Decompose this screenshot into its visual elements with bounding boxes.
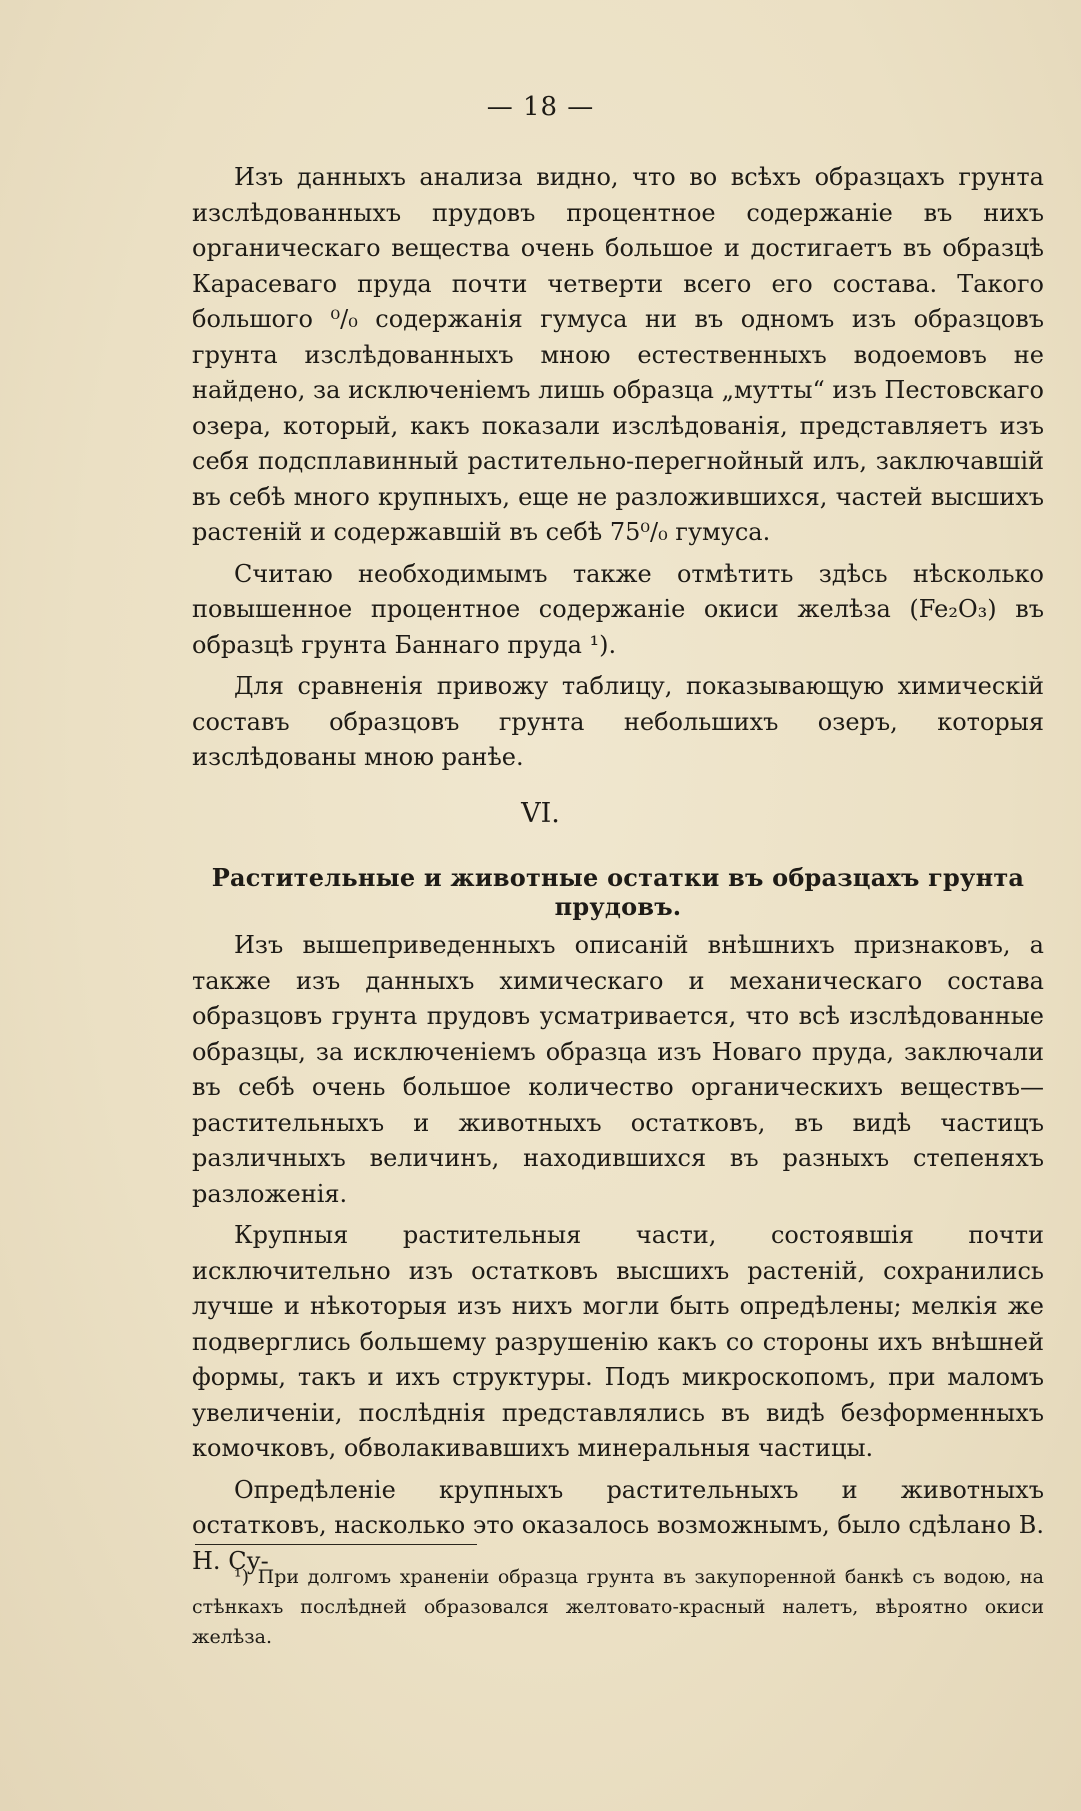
paragraph: Крупныя растительныя части, состоявшія почти исключительно изъ остатковъ высшихъ растеній, сохранились лучше и нѣкоторыя изъ нихъ могли быть опредѣлены; мелкія же подверглись большему разрушенію какъ со стороны ихъ внѣшней формы, такъ и ихъ структуры. Подъ микроскопомъ, при маломъ увеличеніи, послѣднія представлялись въ видѣ безформенныхъ комочковъ, обволакивавшихъ минеральныя частицы. <box>192 1221 1044 1462</box>
page-number: — 18 — <box>486 92 595 122</box>
paragraph: Опредѣленіе крупныхъ растительныхъ и животныхъ остатковъ, насколько это оказалось возможнымъ, было сдѣлано В. Н. Су- <box>192 1475 1044 1575</box>
section-number: VI. <box>521 798 560 829</box>
section-title: Растительные и животные остатки въ образцахъ грунта прудовъ. <box>211 863 1025 921</box>
lower-text-block <box>192 928 1044 1585</box>
footnote-divider <box>195 1544 477 1545</box>
paragraph: Для сравненія привожу таблицу, показывающую химическій составъ образцовъ грунта небольшихъ озеръ, которыя изслѣдованы мною ранѣе. <box>192 672 1044 771</box>
footnote: ¹) При долгомъ храненіи образца грунта въ закупоренной банкѣ съ водою, на стѣнкахъ послѣдней образовался желтовато-красный налетъ, вѣроятно окиси желѣза. <box>192 1566 1044 1648</box>
paragraph: Изъ данныхъ анализа видно, что во всѣхъ образцахъ грунта изслѣдованныхъ прудовъ процентное содержаніе въ нихъ органическаго вещества очень большое и достигаетъ въ образцѣ Карасеваго пруда почти четверти всего его состава. Такого большого ⁰/₀ содержанія гумуса ни въ одномъ изъ образцовъ грунта изслѣдованныхъ мною естественныхъ водоемовъ не найдено, за исключеніемъ лишь образца „мутты“ изъ Пестовскаго озера, который, какъ показали изслѣдованія, представляетъ изъ себя подсплавинный растительно-перегнойный илъ, заключавшій въ себѣ много крупныхъ, еще не разложившихся, частей высшихъ растеній и содержавшій въ себѣ 75⁰/₀ гумуса. <box>192 163 1044 546</box>
paragraph: Считаю необходимымъ также отмѣтить здѣсь нѣсколько повышенное процентное содержаніе окиси желѣза (Fe₂O₃) въ образцѣ грунта Баннаго пруда ¹). <box>192 559 1044 659</box>
paragraph: Изъ вышеприведенныхъ описаній внѣшнихъ признаковъ, а также изъ данныхъ химическаго и механическаго состава образцовъ грунта прудовъ усматривается, что всѣ изслѣдованные образцы, за исключеніемъ образца изъ Новаго пруда, заключали въ себѣ очень большое количество органическихъ веществъ— растительныхъ и животныхъ остатковъ, въ видѣ частицъ различныхъ величинъ, находившихся въ разныхъ степеняхъ разложенія. <box>192 931 1044 1208</box>
upper-text-block <box>192 160 1044 782</box>
